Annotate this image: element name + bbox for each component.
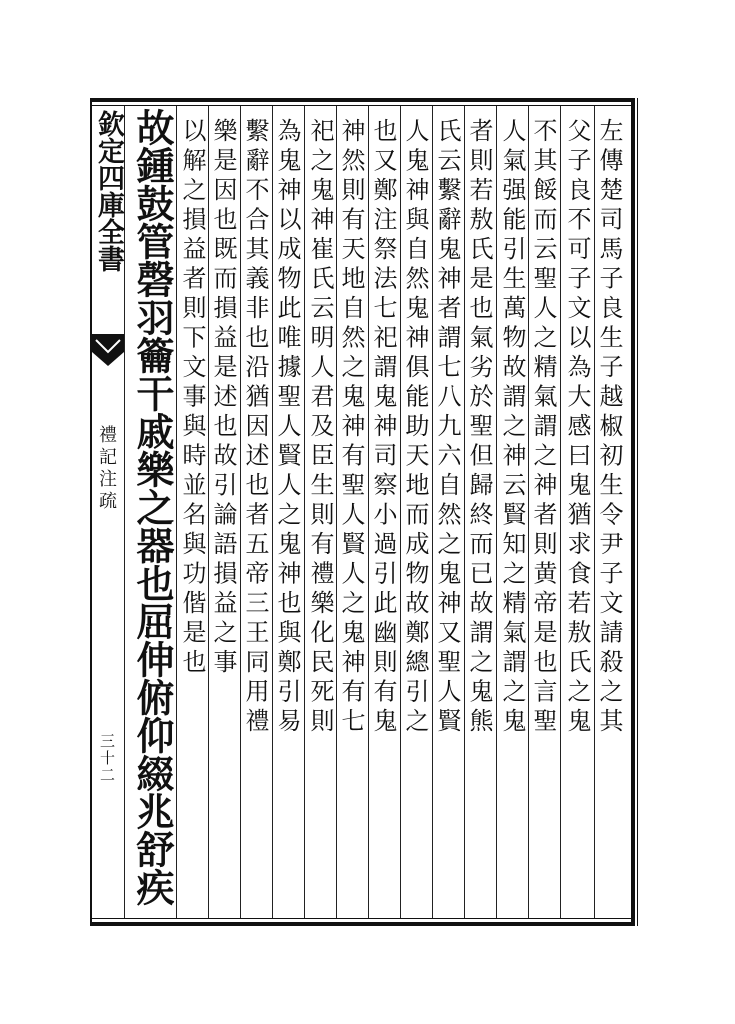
fishtail-ornament	[92, 330, 124, 370]
column-rule	[208, 106, 209, 918]
commentary-column-7: 人鬼神與自然鬼神俱能助天地而成物故鄭總引之	[401, 118, 429, 738]
frame-top-inner-border	[90, 105, 635, 106]
commentary-column-13: 樂是因也既而損益是述也故引論語損益之事	[209, 118, 237, 679]
column-rule	[464, 106, 465, 918]
column-rule	[336, 106, 337, 918]
commentary-column-14: 以解之損益者則下文事與時並名與功偕是也	[178, 118, 206, 679]
column-rule	[240, 106, 241, 918]
commentary-column-5: 者則若敖氏是也氣劣於聖但歸終而已故謂之鬼熊	[465, 118, 493, 738]
commentary-column-12: 繫辭不合其義非也沿猶因述也者五帝三王同用禮	[241, 118, 269, 738]
frame-top-border	[90, 98, 635, 102]
frame-left-border	[90, 98, 92, 926]
commentary-column-1: 左傳楚司馬子良生子越椒初生令尹子文請殺之其	[595, 118, 623, 738]
column-rule	[368, 106, 369, 918]
commentary-column-3: 不其餒而云聖人之精氣謂之神者則黄帝是也言聖	[529, 118, 557, 738]
commentary-column-9: 神然則有天地自然之鬼神有聖人賢人之鬼神有七	[337, 118, 365, 738]
commentary-column-6: 氏云繫辭鬼神者謂七八九六自然之鬼神又聖人賢	[433, 118, 461, 738]
column-rule	[594, 106, 595, 918]
column-rule	[304, 106, 305, 918]
gutter-book-title: 禮記注疏	[96, 425, 117, 513]
main-text-column: 故鍾鼓管磬羽籥干戚樂之器也屈伸俯仰綴兆舒疾	[130, 108, 175, 906]
gutter-title: 欽定四庫全書	[93, 110, 124, 272]
column-rule	[528, 106, 529, 918]
frame-bottom-inner-border	[90, 918, 635, 919]
frame-right-edge	[637, 98, 638, 926]
column-rule	[560, 106, 561, 918]
gutter-page-number: 三十二	[98, 733, 116, 784]
gutter-divider	[124, 106, 125, 918]
column-rule	[432, 106, 433, 918]
commentary-column-10: 祀之鬼神崔氏云明人君及臣生則有禮樂化民死則	[306, 118, 334, 738]
column-rule	[176, 106, 177, 918]
column-rule	[400, 106, 401, 918]
column-rule	[272, 106, 273, 918]
commentary-column-8: 也又鄭注祭法七祀謂鬼神司察小過引此幽則有鬼	[369, 118, 397, 738]
commentary-column-2: 父子良不可子文以為大感曰鬼猶求食若敖氏之鬼	[563, 118, 591, 738]
frame-right-border	[631, 98, 635, 926]
column-rule	[496, 106, 497, 918]
commentary-column-4: 人氣强能引生萬物故謂之神云賢知之精氣謂之鬼	[498, 118, 526, 738]
commentary-column-11: 為鬼神以成物此唯據聖人賢人之鬼神也與鄭引易	[273, 118, 301, 738]
frame-bottom-border	[90, 922, 635, 926]
